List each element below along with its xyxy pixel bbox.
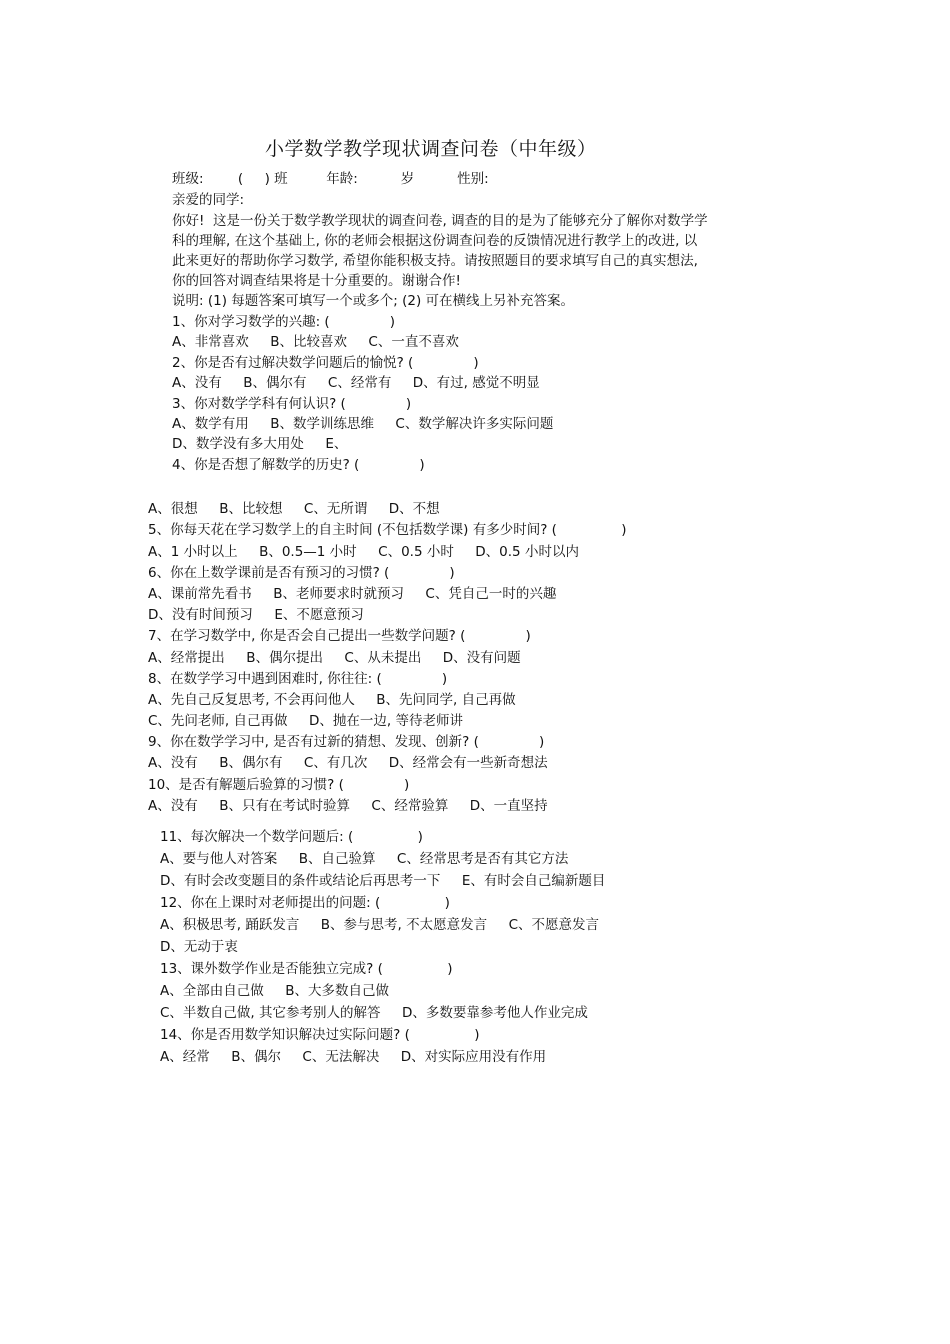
instruction: 说明: (1) 每题答案可填写一个或多个; (2) 可在横线上另补充答案。 xyxy=(172,293,575,309)
question: 3、你对数学学科有何认识? ( ) xyxy=(172,396,412,412)
answer-options: A、非常喜欢 B、比较喜欢 C、一直不喜欢 xyxy=(172,334,459,350)
intro-line: 此来更好的帮助你学习数学, 希望你能积极支持。请按照题目的要求填写自己的真实想法, xyxy=(172,253,698,269)
question: 10、是否有解题后验算的习惯? ( ) xyxy=(148,777,410,793)
question: 1、你对学习数学的兴趣: ( ) xyxy=(172,314,396,330)
question: 9、你在数学学习中, 是否有过新的猜想、发现、创新? ( ) xyxy=(148,734,545,750)
question: 11、每次解决一个数学问题后: ( ) xyxy=(160,829,423,845)
answer-options: C、半数自己做, 其它参考别人的解答 D、多数要靠参考他人作业完成 xyxy=(160,1005,588,1021)
answer-options: A、没有 B、偶尔有 C、经常有 D、有过, 感觉不明显 xyxy=(172,375,540,391)
answer-options: D、有时会改变题目的条件或结论后再思考一下 E、有时会自己编新题目 xyxy=(160,873,606,889)
question: 7、在学习数学中, 你是否会自己提出一些数学问题? ( ) xyxy=(148,628,531,644)
answer-options: A、课前常先看书 B、老师要求时就预习 C、凭自己一时的兴趣 xyxy=(148,586,557,602)
answer-options: A、1 小时以上 B、0.5—1 小时 C、0.5 小时 D、0.5 小时以内 xyxy=(148,544,579,560)
answer-options: D、无动于衷 xyxy=(160,939,238,955)
answer-options: A、没有 B、只有在考试时验算 C、经常验算 D、一直坚持 xyxy=(148,798,548,814)
question: 13、课外数学作业是否能独立完成? ( ) xyxy=(160,961,453,977)
answer-options: A、积极思考, 踊跃发言 B、参与思考, 不太愿意发言 C、不愿意发言 xyxy=(160,917,599,933)
question: 6、你在上数学课前是否有预习的习惯? ( ) xyxy=(148,565,455,581)
answer-options: A、没有 B、偶尔有 C、有几次 D、经常会有一些新奇想法 xyxy=(148,755,548,771)
question: 14、你是否用数学知识解决过实际问题? ( ) xyxy=(160,1027,480,1043)
intro-line: 科的理解, 在这个基础上, 你的老师会根据这份调查问卷的反馈情况进行教学上的改进, 以 xyxy=(172,233,698,249)
answer-options: A、先自己反复思考, 不会再问他人 B、先问同学, 自己再做 xyxy=(148,692,516,708)
question: 12、你在上课时对老师提出的问题: ( ) xyxy=(160,895,450,911)
intro-line: 你的回答对调查结果将是十分重要的。谢谢合作! xyxy=(172,273,461,289)
question: 5、你每天花在学习数学上的自主时间 (不包括数学课) 有多少时间? ( ) xyxy=(148,522,627,538)
question: 4、你是否想了解数学的历史? ( ) xyxy=(172,457,425,473)
answer-options: A、数学有用 B、数学训练思维 C、数学解决许多实际问题 xyxy=(172,416,554,432)
question: 8、在数学学习中遇到困难时, 你往往: ( ) xyxy=(148,671,448,687)
answer-options: C、先问老师, 自己再做 D、抛在一边, 等待老师讲 xyxy=(148,713,463,729)
page-title: 小学数学教学现状调查问卷（中年级） xyxy=(265,138,597,160)
question: 2、你是否有过解决数学问题后的愉悦? ( ) xyxy=(172,355,479,371)
greeting: 亲爱的同学: xyxy=(172,192,245,208)
student-info-line: 班级: ( ) 班 年龄: 岁 性别: xyxy=(172,171,489,187)
answer-options: D、没有时间预习 E、不愿意预习 xyxy=(148,607,364,623)
answer-options: D、数学没有多大用处 E、 xyxy=(172,436,348,452)
answer-options: A、经常提出 B、偶尔提出 C、从未提出 D、没有问题 xyxy=(148,650,521,666)
intro-line: 你好! 这是一份关于数学教学现状的调查问卷, 调查的目的是为了能够充分了解你对数学学 xyxy=(172,213,708,229)
answer-options: A、很想 B、比较想 C、无所谓 D、不想 xyxy=(148,501,440,517)
answer-options: A、经常 B、偶尔 C、无法解决 D、对实际应用没有作用 xyxy=(160,1049,547,1065)
answer-options: A、要与他人对答案 B、自己验算 C、经常思考是否有其它方法 xyxy=(160,851,569,867)
answer-options: A、全部由自己做 B、大多数自己做 xyxy=(160,983,389,999)
